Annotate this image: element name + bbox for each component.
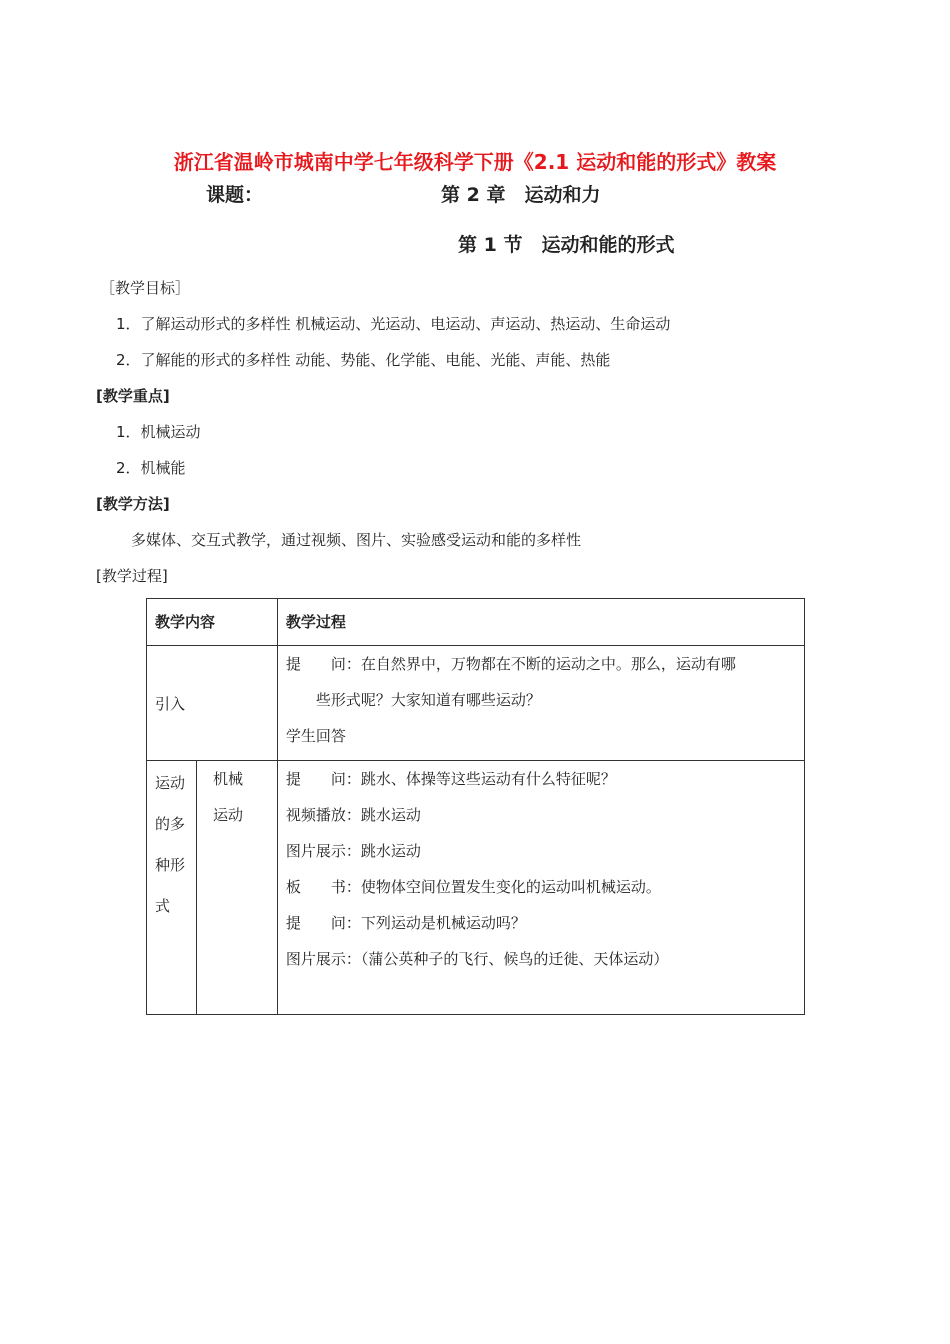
section-title: 第 1 节 运动和能的形式 <box>458 234 675 256</box>
objective-item: 1．了解运动形式的多样性 机械运动、光运动、电运动、声运动、热运动、生命运动 <box>116 315 671 333</box>
intro-process-cell <box>277 646 804 761</box>
process-line: 图片展示：（蒲公英种子的飞行、候鸟的迁徙、天体运动） <box>285 950 669 968</box>
motion-label-line: 运动 <box>155 774 186 792</box>
table-header-row <box>147 599 805 646</box>
objectives-heading: ［教学目标］ <box>100 279 191 297</box>
motion-label-line: 种形 <box>155 856 186 874</box>
header-process: 教学过程 <box>277 599 804 646</box>
motion-label-line: 的多 <box>155 815 186 833</box>
sub-label-line: 机械 <box>212 770 243 788</box>
key-points-heading: [教学重点] <box>96 387 170 405</box>
method-text: 多媒体、交互式教学，通过视频、图片、实验感受运动和能的多样性 <box>131 531 582 549</box>
motion-label-line: 式 <box>155 897 171 915</box>
chapter-title: 第 2 章 运动和力 <box>441 184 601 206</box>
method-heading: [教学方法] <box>96 495 170 513</box>
intro-line: 提 问：在自然界中，万物都在不断的运动之中。那么，运动有哪 <box>285 655 736 673</box>
process-heading: [教学过程] <box>96 567 168 585</box>
intro-line: 些形式呢？大家知道有哪些运动？ <box>285 691 541 709</box>
objective-item: 2．了解能的形式的多样性 动能、势能、化学能、电能、光能、声能、热能 <box>116 351 611 369</box>
table-row <box>147 761 805 1015</box>
process-line: 图片展示：跳水运动 <box>285 842 421 860</box>
sub-label-line: 运动 <box>212 806 243 824</box>
key-point-item: 1．机械运动 <box>116 423 201 441</box>
table-row <box>147 646 805 761</box>
subject-label: 课题： <box>206 184 264 206</box>
process-line: 视频播放：跳水运动 <box>285 806 421 824</box>
process-line: 提 问：下列运动是机械运动吗？ <box>285 914 526 932</box>
header-content: 教学内容 <box>147 599 278 646</box>
mechanical-motion-cell <box>196 761 277 1015</box>
motion-label-cell <box>147 761 197 1015</box>
process-line: 提 问：跳水、体操等这些运动有什么特征呢？ <box>285 770 616 788</box>
process-table <box>146 598 805 1015</box>
key-point-item: 2．机械能 <box>116 459 186 477</box>
intro-label: 引入 <box>147 646 278 761</box>
process-line: 板 书：使物体空间位置发生变化的运动叫机械运动。 <box>285 878 661 896</box>
motion-process-cell <box>277 761 804 1015</box>
document-title: 浙江省温岭市城南中学七年级科学下册《2.1 运动和能的形式》教案 <box>173 150 777 174</box>
intro-line: 学生回答 <box>285 727 346 745</box>
